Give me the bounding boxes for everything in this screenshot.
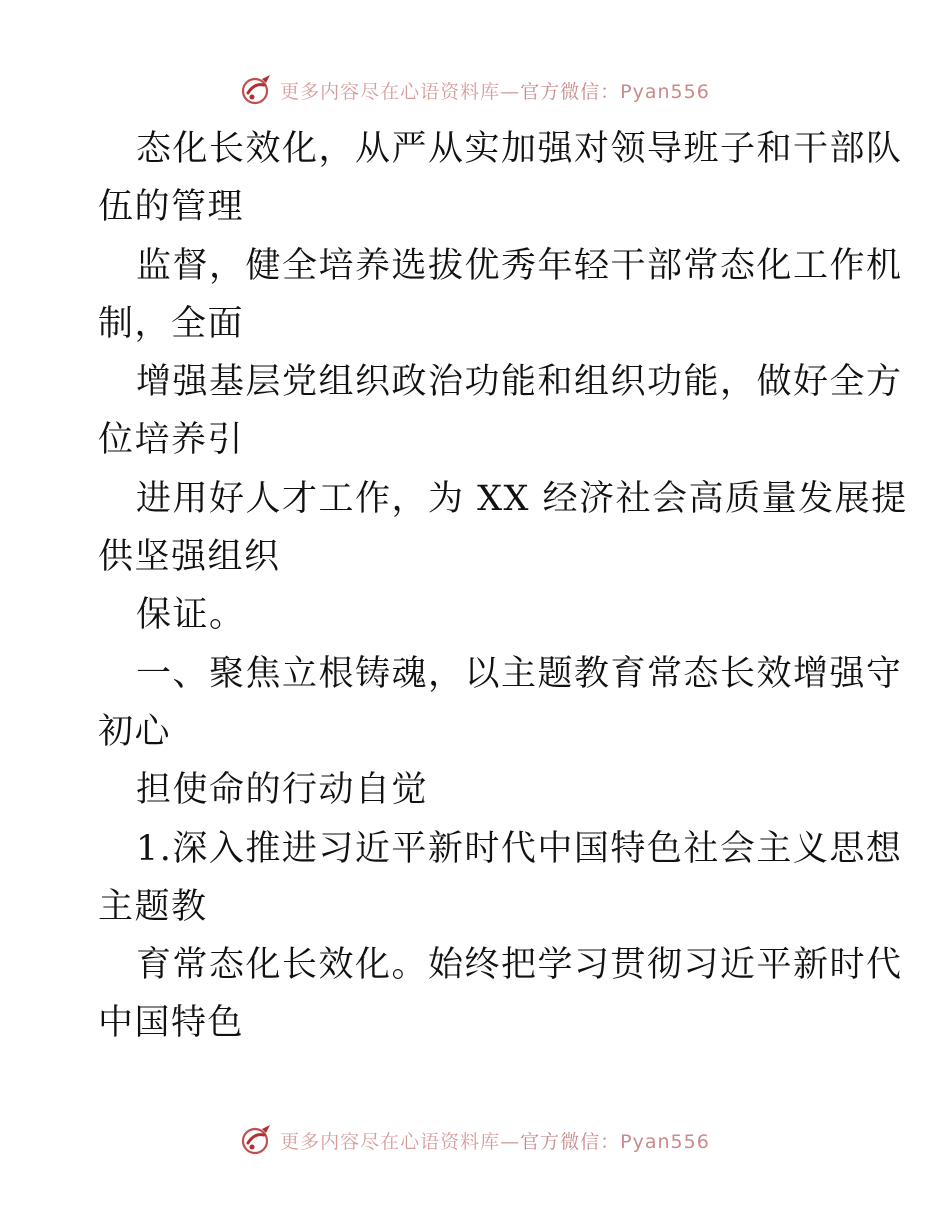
text-line: 担使命的行动自觉	[136, 770, 429, 811]
text-line: 制，全面	[98, 303, 245, 344]
watermark-title: 更多内容尽在心语资料库	[280, 1130, 501, 1153]
text-line: 育常态化长效化。始终把学习贯彻习近平新时代	[136, 945, 903, 986]
brush-logo-icon	[240, 73, 274, 107]
watermark-separator: —	[500, 1130, 521, 1153]
text-line: 伍的管理	[98, 187, 245, 228]
text-line: 初心	[98, 711, 172, 752]
text-line: 主题教	[98, 886, 208, 927]
watermark-subtitle: 官方微信：Pyan556	[520, 80, 710, 103]
text-line: 中国特色	[98, 1003, 245, 1044]
text-line: 一、聚焦立根铸魂，以主题教育常态长效增强守	[136, 653, 903, 694]
text-line: 增强基层党组织政治功能和组织功能，做好全方	[136, 362, 903, 403]
watermark-subtitle: 官方微信：Pyan556	[520, 1130, 710, 1153]
text-line: 供坚强组织	[98, 537, 281, 578]
text-line: 1.深入推进习近平新时代中国特色社会主义思想	[136, 828, 903, 869]
document-body	[98, 120, 908, 1053]
watermark-separator: —	[500, 80, 521, 103]
footer-watermark	[0, 1120, 950, 1160]
text-line: 监督，健全培养选拔优秀年轻干部常态化工作机	[136, 245, 903, 286]
brush-logo-icon	[240, 1123, 274, 1157]
text-line: 保证。	[136, 595, 246, 636]
header-watermark	[0, 70, 950, 110]
text-line: 进用好人才工作，为 XX 经济社会高质量发展提	[136, 478, 908, 519]
text-line: 位培养引	[98, 420, 245, 461]
text-line: 态化长效化，从严从实加强对领导班子和干部队	[136, 129, 903, 169]
watermark-title: 更多内容尽在心语资料库	[280, 80, 501, 103]
